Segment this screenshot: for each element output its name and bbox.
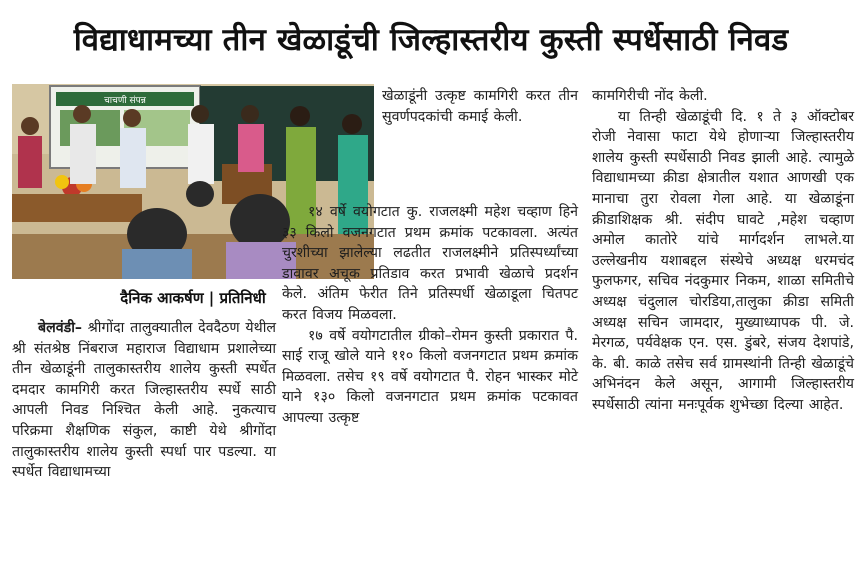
- paragraph-under-14: १४ वर्षे वयोगटात कु. राजलक्ष्मी महेश चव्हाण हिने ३३ किलो वजनगटात प्रथम क्रमांक पटकावला. अत्यंत चुरशीच्या झालेल्या लढतीत राजलक्ष्मीने प्रतिस्पर्ध्यांच्या डावावर अचूक प्रतिडाव करत प्रभावी खेळाचे प्रदर्शन केले. अंतिम फेरीत तिने प्रतिस्पर्धी खेळाडूला चितपट करत विजय मिळवला.: [282, 204, 578, 323]
- paragraph-intro: श्रीगोंदा तालुक्यातील देवदैठण येथील श्री संतश्रेष्ठ निंबराज महाराज विद्याधाम प्रशालेच्या तीन खेळाडूंनी तालुकास्तरीय शालेय कुस्ती स्पर्धेत दमदार कामगिरी करत जिल्हास्तरीय स्पर्धे साठी आपली निवड निश्चित केली आहे. नुकत्याच परिक्रमा शैक्षणिक संकुल, काष्टी येथे श्रीगोंदा तालुकास्तरीय शालेय कुस्ती स्पर्धा पार पडल्या. या स्पर्धेत विद्याधामच्या: [12, 320, 276, 481]
- article-column-2-top: [382, 86, 578, 127]
- banner-text: चाचणी संपन्न: [104, 96, 146, 106]
- paragraph-continuation-2: कामगिरीची नोंद केली.: [592, 88, 708, 104]
- paragraph-continuation: खेळाडूंनी उत्कृष्ट कामगिरी करत तीन सुवर्णपदकांची कमाई केली.: [382, 88, 578, 125]
- article-column-3: [592, 86, 854, 416]
- headline: विद्याधामच्या तीन खेळाडूंची जिल्हास्तरीय कुस्ती स्पर्धेसाठी निवड: [73, 22, 789, 58]
- paragraph-selection: या तिन्ही खेळाडूंची दि. १ ते ३ ऑक्टोबर रोजी नेवासा फाटा येथे होणाऱ्या जिल्हास्तरीय शालेय कुस्ती स्पर्धेसाठी निवड झाली आहे. त्यामुळे विद्याधामच्या क्रीडा क्षेत्रातील यशात आणखी एक मानाचा तुरा रोवला गेला आहे. या खेळाडूंना क्रीडाशिक्षक श्री. संदीप घावटे ,महेश चव्हाण अमोल कातोरे यांचे मार्गदर्शन लाभले.या उल्लेखनीय यशाबद्दल संस्थेचे अध्यक्ष धरमचंद फुलफगर, सचिव नंदकुमार निकम, शाळा समितीचे अध्यक्ष चंदुलाल चोरडिया,तालुका क्रीडा समिती अध्यक्ष सचिन जामदार, मुख्याध्यापक पी. जे. मेरगळ, पर्यवेक्षक एन. एस. डुंबरे, संजय देशपांडे, के. बी. काळे तसेच सर्व ग्रामस्थांनी तिन्ही खेळाडूंचे अभिनंदन केले असून, आगामी जिल्हास्तरीय स्पर्धेसाठी त्यांना मनःपूर्वक शुभेच्छा दिल्या आहेत.: [592, 108, 854, 413]
- dateline: बेलवंडी–: [38, 320, 82, 336]
- paragraph-under-17-19: १७ वर्षे वयोगटातील ग्रीको–रोमन कुस्ती प्रकारात पै. साई राजू खोले याने ११० किलो वजनगटात प्रथम क्रमांक मिळवला. तसेच १९ वर्षे वयोगटात पै. रोहन भास्कर मोटे याने १३० किलो वजनगटात प्रथम क्रमांक पटकावत आपल्या उत्कृष्ट: [282, 327, 578, 426]
- byline: दैनिक आकर्षण | प्रतिनिधी: [120, 289, 266, 307]
- article-column-2: [282, 202, 578, 429]
- article-column-1: [12, 318, 276, 483]
